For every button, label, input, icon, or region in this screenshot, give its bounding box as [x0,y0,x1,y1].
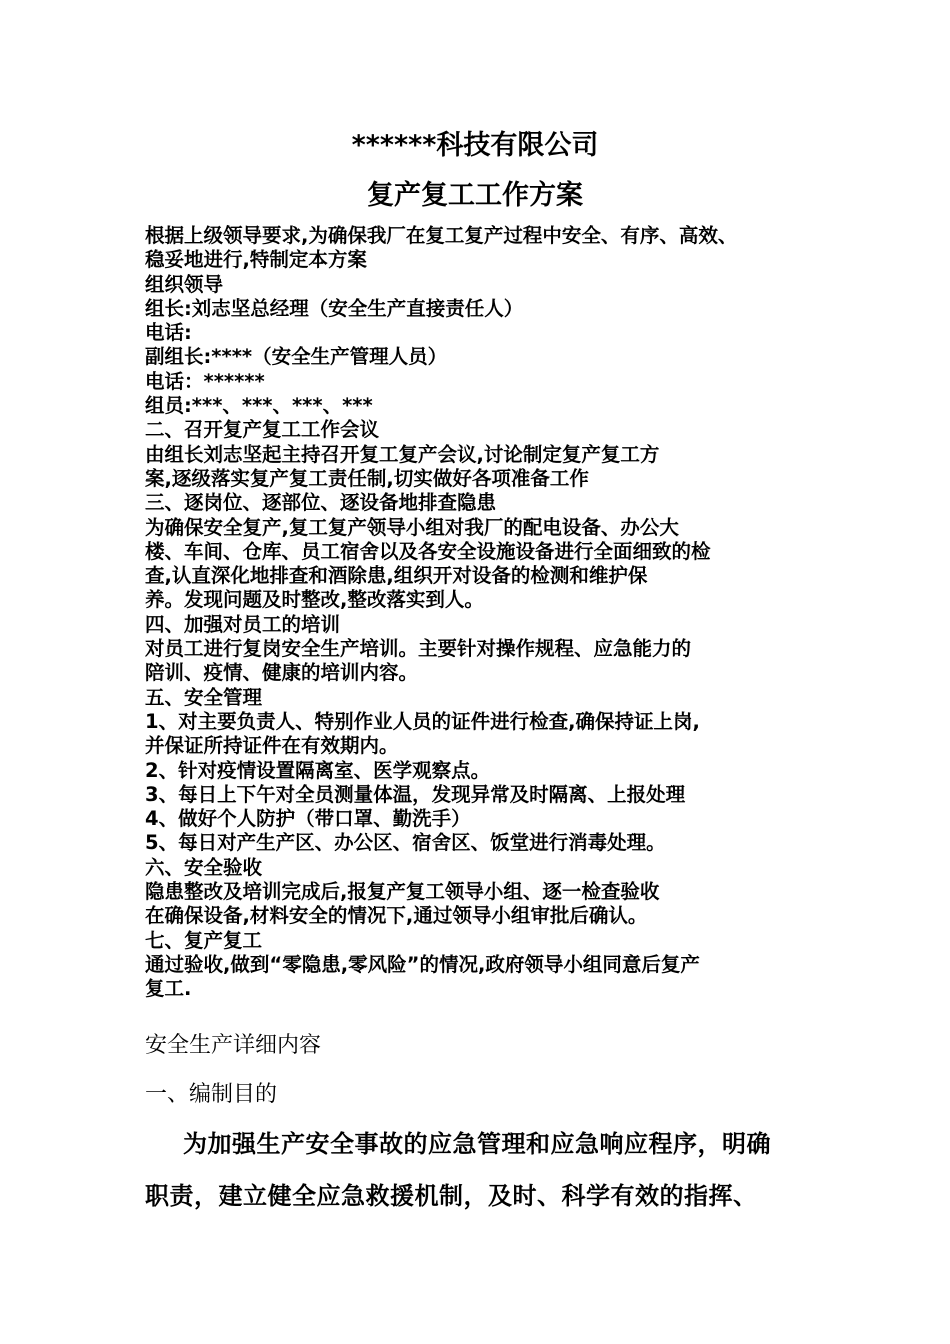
body-line: 电话：****** [145,369,265,393]
body-line: 对员工进行复岗安全生产培训。主要针对操作规程、应急能力的 [145,637,692,661]
plan-title: 复产复工工作方案 [367,180,583,211]
body-line: 组长:刘志坚总经理（安全生产直接责任人） [145,296,524,320]
section-heading-training: 四、加强对员工的培训 [145,612,341,636]
company-title: ******科技有限公司 [351,130,599,161]
body-line: 陪训、疫情、健康的培训内容。 [145,661,419,685]
body-line: 组员:***、***、***、*** [145,394,373,418]
body-line: 电话: [145,321,192,345]
section-heading-meeting: 二、召开复产复工工作会议 [145,418,380,442]
body-line: 养。发现问题及时整改,整改落实到人。 [145,588,484,612]
body-line: 复工. [145,977,192,1001]
section-title: 安全生产详细内容 [145,1033,322,1058]
body-line: 4、做好个人防护（带口罩、勤洗手） [145,807,471,831]
body-line: 在确保设备,材料安全的情况下,通过领导小组审批后确认。 [145,904,648,928]
body-line: 3、每日上下午对全员测量体温，发现异常及时隔离、上报处理 [145,782,686,806]
body-line: 查,认直深化地排查和酒除患,组织开对设备的检测和维护保 [145,564,648,588]
body-line: 并保证所持证件在有效期内。 [145,734,399,758]
body-line: 1、对主要负责人、特别作业人员的证件进行检查,确保持证上岗, [145,709,700,733]
paragraph-line: 职责，建立健全应急救援机制，及时、科学有效的指挥、 [145,1182,758,1210]
section-heading-purpose: 一、编制目的 [145,1082,278,1107]
section-heading-resumption: 七、复产复工 [145,928,263,952]
body-line: 通过验收,做到“零隐患,零风险”的情况,政府领导小组同意后复产 [145,952,700,976]
body-line: 5、每日对产生产区、办公区、宿舍区、饭堂进行消毒处理。 [145,831,666,855]
plan-body [145,224,835,1002]
body-line: 根据上级领导要求,为确保我厂在复工复产过程中安全、有序、高效、 [145,224,738,247]
section-heading-inspection: 三、逐岗位、逐部位、逐设备地排查隐患 [145,491,497,515]
body-line: 隐患整改及培训完成后,报复产复工领导小组、逐一检查验收 [145,880,660,904]
body-line: 副组长:****（安全生产管理人员） [145,345,448,369]
section-heading-safety: 五、安全管理 [145,685,263,709]
body-line: 稳妥地进行,特制定本方案 [145,248,367,272]
paragraph-line: 为加强生产安全事故的应急管理和应急响应程序，明确 [183,1130,771,1158]
body-line: 由组长刘志坚起主持召开复工复产会议,讨论制定复产复工方 [145,442,660,466]
section-heading-organization: 组织领导 [145,272,224,296]
body-line: 楼、车间、仓库、员工宿舍以及各安全设施设备进行全面细致的检 [145,539,711,563]
section-heading-acceptance: 六、安全验收 [145,855,263,879]
body-line: 为确保安全复产,复工复产领导小组对我厂的配电设备、办公大 [145,515,679,539]
body-line: 案,逐级落实复产复工责任制,切实做好各项准备工作 [145,466,589,490]
body-line: 2、针对疫情设置隔离室、医学观察点。 [145,758,491,782]
